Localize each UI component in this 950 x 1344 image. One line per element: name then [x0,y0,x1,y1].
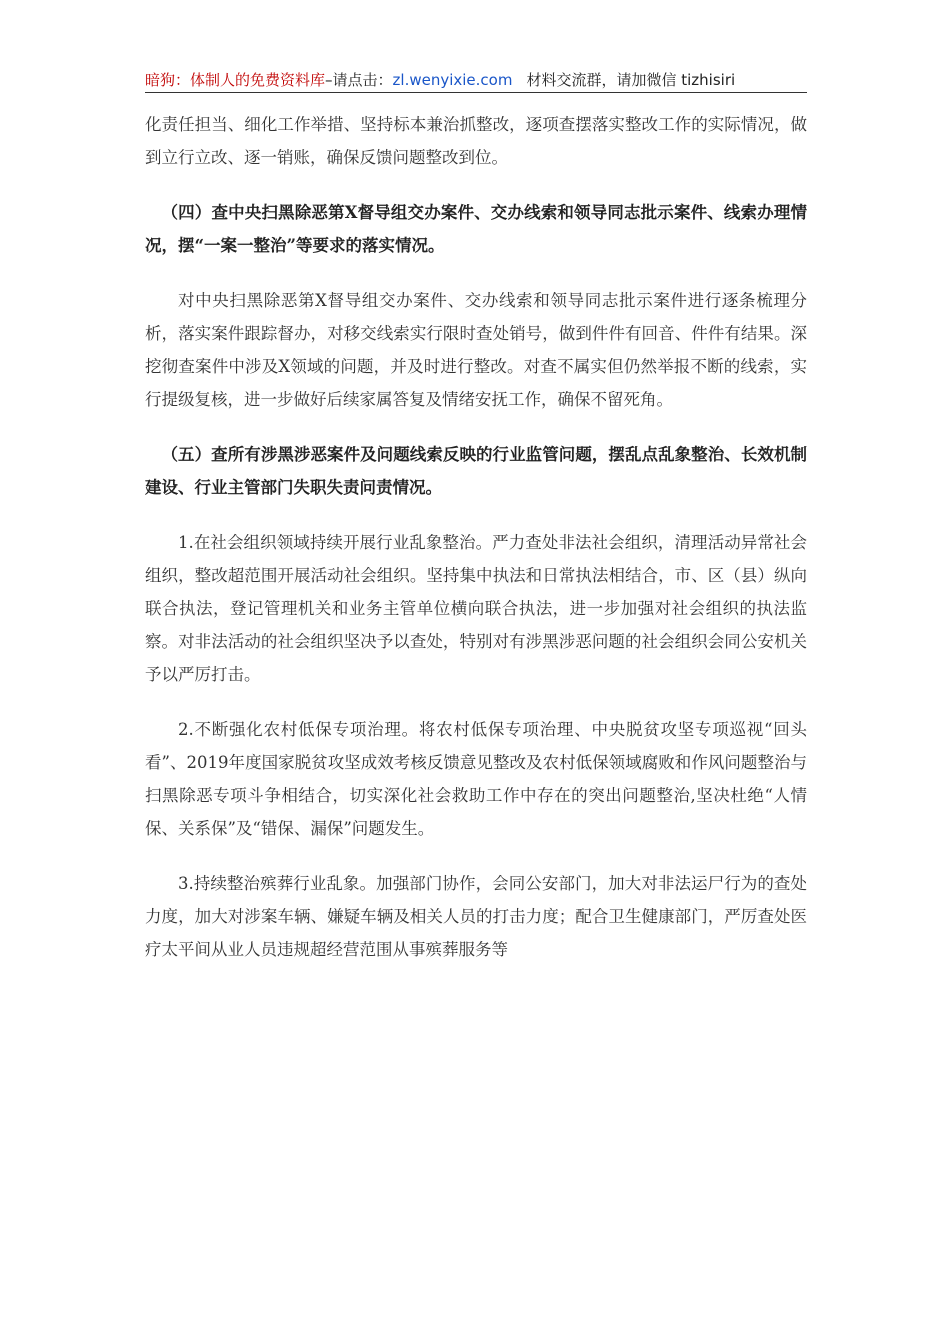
header-prompt: –请点击： [325,71,393,89]
paragraph-continuation: 化责任担当、细化工作举措、坚持标本兼治抓整改，逐项查摆落实整改工作的实际情况，做到立行立改、逐一销账，确保反馈问题整改到位。 [145,115,807,167]
section-heading-5: （五）查所有涉黑涉恶案件及问题线索反映的行业监管问题，摆乱点乱象整治、长效机制建设、行业主管部门失职失责问责情况。 [145,445,807,497]
page-header [145,68,807,93]
paragraph-item-3: 3.持续整治殡葬行业乱象。加强部门协作，会同公安部门，加大对非法运尸行为的查处力度，加大对涉案车辆、嫌疑车辆及相关人员的打击力度；配合卫生健康部门，严厉查处医疗太平间从业人员违规超经营范围从事殡葬服务等 [145,874,807,959]
header-contact: 材料交流群，请加微信 tizhisiri [526,71,736,89]
document-body [145,108,807,988]
header-site-title: 暗狗：体制人的免费资料库 [145,71,326,89]
header-site-link[interactable]: zl.wenyixie.com [392,71,513,89]
paragraph: 对中央扫黑除恶第X督导组交办案件、交办线索和领导同志批示案件进行逐条梳理分析，落实案件跟踪督办，对移交线索实行限时查处销号，做到件件有回音、件件有结果。深挖彻查案件中涉及X领域的问题，并及时进行整改。对查不属实但仍然举报不断的线索，实行提级复核，进一步做好后续家属答复及情绪安抚工作，确保不留死角。 [145,291,807,409]
section-heading-4: （四）查中央扫黑除恶第X督导组交办案件、交办线索和领导同志批示案件、线索办理情况，摆“一案一整治”等要求的落实情况。 [145,203,807,255]
paragraph-item-2: 2.不断强化农村低保专项治理。将农村低保专项治理、中央脱贫攻坚专项巡视“回头看”、2019年度国家脱贫攻坚成效考核反馈意见整改及农村低保领域腐败和作风问题整治与扫黑除恶专项斗争相结合，切实深化社会救助工作中存在的突出问题整治,坚决杜绝“人情保、关系保”及“错保、漏保”问题发生。 [145,720,807,838]
paragraph-item-1: 1.在社会组织领域持续开展行业乱象整治。严力查处非法社会组织，清理活动异常社会组织，整改超范围开展活动社会组织。坚持集中执法和日常执法相结合，市、区（县）纵向联合执法，登记管理机关和业务主管单位横向联合执法，进一步加强对社会组织的执法监察。对非法活动的社会组织坚决予以查处，特别对有涉黑涉恶问题的社会组织会同公安机关予以严厉打击。 [145,533,807,684]
